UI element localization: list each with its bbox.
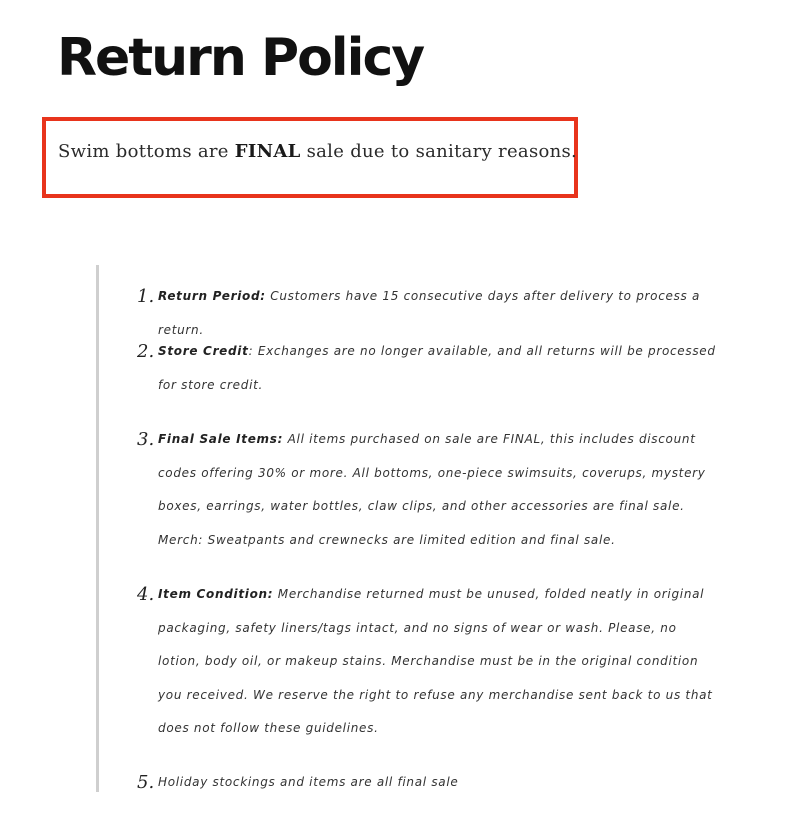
policy-item-text: Customers have 15 consecutive days after delivery to process a return.: [158, 289, 701, 337]
policy-item-text: : Exchanges are no longer available, and all returns will be processed for store credit.: [158, 344, 716, 392]
final-sale-notice: [42, 117, 578, 198]
policy-item-body: [158, 335, 718, 402]
policy-item-body: [158, 578, 718, 746]
policy-item-number: 2.: [137, 341, 155, 362]
page-title: Return Policy: [57, 28, 424, 88]
policy-item-term: Final Sale Items:: [158, 432, 284, 446]
policy-item-text: Holiday stockings and items are all final sale: [158, 775, 459, 789]
policy-item-term: Item Condition:: [158, 587, 274, 601]
final-sale-notice-text: [58, 141, 577, 162]
notice-emphasis: FINAL: [234, 141, 301, 162]
policy-item-number: 5.: [137, 772, 155, 793]
policy-item-text: All items purchased on sale are FINAL, this includes discount codes offering 30% or more. All bottoms, one-piece swimsuits, coverups, mystery boxes, earrings, water bottles, claw clips, and other accessories are final sale. Merch: Sweatpants and crewnecks are limited edition and final sale.: [158, 432, 706, 547]
policy-item-text: Merchandise returned must be unused, folded neatly in original packaging, safety liners/tags intact, and no signs of wear or wash. Please, no lotion, body oil, or makeup stains. Merchandise must be in the original condition you received. We reserve the right to refuse any merchandise sent back to us that does not follow these guidelines.: [158, 587, 713, 736]
policy-item-term: Store Credit: [158, 344, 249, 358]
notice-text-after: sale due to sanitary reasons.: [300, 141, 578, 162]
policy-item-body: [158, 766, 718, 800]
policy-item-number: 1.: [137, 286, 155, 307]
policy-item-number: 3.: [137, 429, 155, 450]
notice-text-before: Swim bottoms are: [58, 141, 235, 162]
policy-item-term: Return Period:: [158, 289, 266, 303]
policy-item-number: 4.: [137, 584, 155, 605]
policy-list: [96, 265, 739, 792]
policy-item-body: [158, 423, 718, 557]
